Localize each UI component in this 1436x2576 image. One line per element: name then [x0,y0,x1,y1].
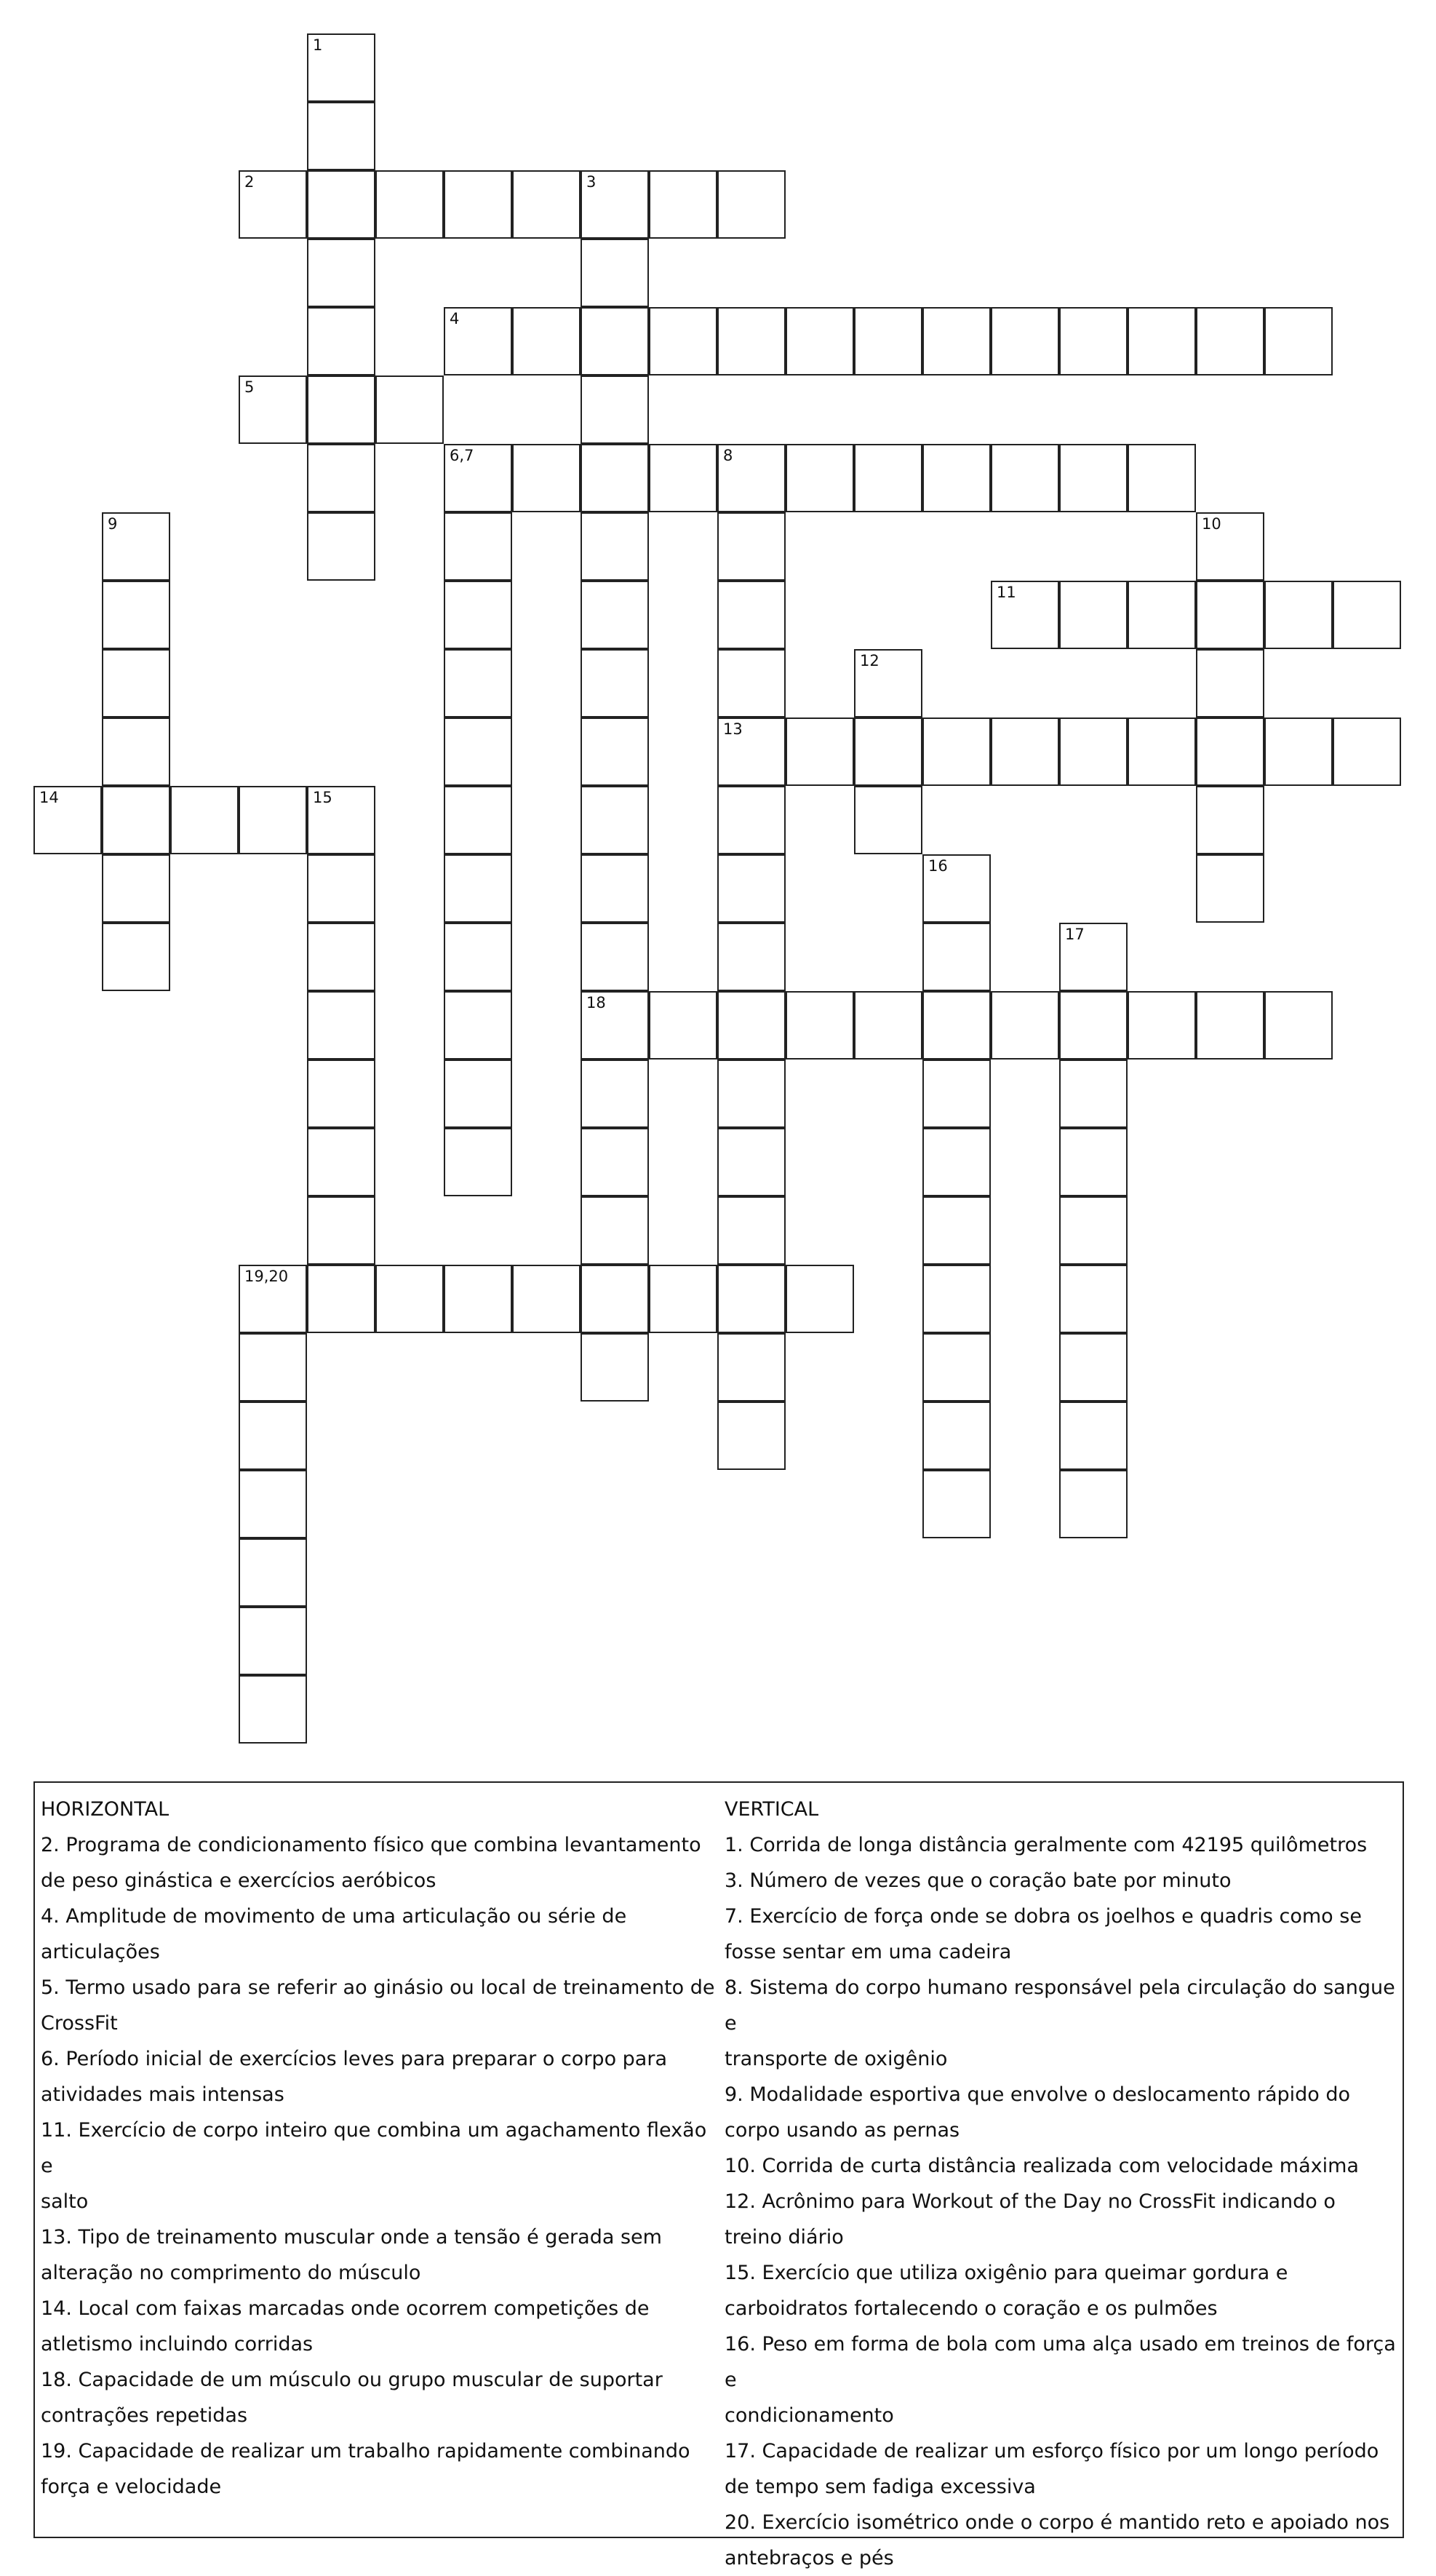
grid-cell[interactable] [512,1265,581,1333]
grid-cell[interactable] [307,444,375,512]
grid-cell[interactable] [307,991,375,1060]
grid-cell[interactable] [1196,991,1264,1060]
horizontal-clue-line: 14. Local com faixas marcadas onde ocorrem competições de [41,2297,650,2320]
grid-cell[interactable] [444,1265,512,1333]
grid-cell[interactable] [444,1128,512,1196]
clue-number: 17 [1065,926,1085,943]
grid-cell[interactable] [581,1333,649,1402]
grid-cell[interactable] [717,1265,786,1333]
grid-cell[interactable] [239,170,307,239]
vertical-clue-line: 20. Exercício isométrico onde o corpo é mantido reto e apoiado nos [725,2511,1390,2534]
grid-cell[interactable] [239,786,307,854]
clue-number: 19,20 [244,1268,289,1285]
grid-cell[interactable] [307,512,375,581]
grid-cell[interactable] [444,307,512,375]
grid-cell[interactable] [512,170,581,239]
grid-cell[interactable] [717,170,786,239]
clue-number: 1 [313,36,323,54]
grid-cell[interactable] [717,923,786,991]
grid-cell[interactable] [170,786,239,854]
grid-cell[interactable] [717,1060,786,1128]
grid-cell[interactable] [1059,923,1128,991]
horizontal-clue-line: 2. Programa de condicionamento físico que combina levantamento [41,1834,701,1856]
grid-cell[interactable] [854,307,922,375]
grid-cell[interactable] [786,1265,854,1333]
vertical-clue-line: 8. Sistema do corpo humano responsável pela circulação do sangue e [725,1976,1395,2035]
grid-cell[interactable] [649,1265,717,1333]
horizontal-clue-line: alteração no comprimento do músculo [41,2262,421,2284]
grid-cell[interactable] [1059,1128,1128,1196]
vertical-clue-line: condicionamento [725,2404,894,2427]
grid-cell[interactable] [102,649,170,717]
grid-cell[interactable] [1128,307,1196,375]
grid-cell[interactable] [239,1265,307,1333]
clue-number: 4 [450,310,460,327]
vertical-clue-line: 3. Número de vezes que o coração bate por minuto [725,1869,1232,1892]
grid-cell[interactable] [307,1265,375,1333]
grid-cell[interactable] [649,991,717,1060]
horizontal-clues [41,1792,717,2505]
grid-cell[interactable] [717,1402,786,1470]
horizontal-clue-line: 6. Período inicial de exercícios leves para preparar o corpo para [41,2048,667,2070]
clue-number: 3 [586,173,597,191]
horizontal-clue-line: 18. Capacidade de um músculo ou grupo muscular de suportar [41,2369,663,2391]
grid-cell[interactable] [717,1128,786,1196]
grid-cell[interactable] [375,1265,444,1333]
clues-box [33,1781,1404,2569]
grid-cell[interactable] [1128,444,1196,512]
grid-cell[interactable] [33,786,102,854]
grid-cell[interactable] [922,923,991,991]
grid-cell[interactable] [512,444,581,512]
grid-cell[interactable] [581,1128,649,1196]
grid-cell[interactable] [922,444,991,512]
grid-cell[interactable] [991,991,1059,1060]
clue-number: 8 [723,447,733,464]
grid-cell[interactable] [1059,1060,1128,1128]
vertical-clue-line: treino diário [725,2226,844,2249]
grid-cell[interactable] [1196,581,1264,649]
vertical-clue-line: transporte de oxigênio [725,2048,948,2070]
horizontal-clue-line: força e velocidade [41,2476,222,2498]
grid-cell[interactable] [717,444,786,512]
vertical-clue-line: antebraços e pés [725,2547,894,2569]
grid-cell[interactable] [1059,1196,1128,1265]
grid-cell[interactable] [581,512,649,581]
grid-cell[interactable] [444,649,512,717]
grid-cell[interactable] [1059,1402,1128,1470]
grid-cell[interactable] [444,581,512,649]
horizontal-clue-line: 13. Tipo de treinamento muscular onde a tensão é gerada sem [41,2226,662,2249]
grid-cell[interactable] [444,717,512,786]
clue-number: 15 [313,789,332,806]
horizontal-heading: HORIZONTAL [41,1798,169,1821]
grid-cell[interactable] [854,991,922,1060]
grid-cell[interactable] [239,1402,307,1470]
grid-cell[interactable] [922,307,991,375]
grid-cell[interactable] [102,512,170,581]
horizontal-clue-line: atividades mais intensas [41,2083,284,2106]
grid-cell[interactable] [991,307,1059,375]
horizontal-clue-line: CrossFit [41,2012,118,2035]
grid-cell[interactable] [922,1060,991,1128]
horizontal-clue-line: atletismo incluindo corridas [41,2333,314,2356]
grid-cell[interactable] [307,1128,375,1196]
horizontal-clue-line: 4. Amplitude de movimento de uma articulação ou série de [41,1905,627,1928]
grid-cell[interactable] [786,307,854,375]
vertical-clue-line: carboidratos fortalecendo o coração e os pulmões [725,2297,1218,2320]
grid-cell[interactable] [307,33,375,102]
grid-cell[interactable] [922,1470,991,1538]
grid-cell[interactable] [581,239,649,307]
grid-cell[interactable] [1333,581,1401,649]
grid-cell[interactable] [1059,991,1128,1060]
grid-cell[interactable] [1059,444,1128,512]
clue-number: 6,7 [450,447,474,464]
grid-cell[interactable] [581,1265,649,1333]
grid-cell[interactable] [1059,581,1128,649]
grid-cell[interactable] [717,854,786,923]
grid-cell[interactable] [444,512,512,581]
grid-cell[interactable] [581,991,649,1060]
horizontal-clue-line: 11. Exercício de corpo inteiro que combina um agachamento flexão e [41,2119,707,2177]
grid-cell[interactable] [1128,991,1196,1060]
grid-cell[interactable] [444,923,512,991]
clue-number: 14 [39,789,59,806]
grid-cell[interactable] [581,717,649,786]
grid-cell[interactable] [307,239,375,307]
grid-cell[interactable] [1264,307,1333,375]
grid-cell[interactable] [717,649,786,717]
horizontal-clue-line: salto [41,2190,89,2213]
grid-cell[interactable] [1128,581,1196,649]
grid-cell[interactable] [239,375,307,444]
grid-cell[interactable] [307,307,375,375]
clue-number: 18 [586,994,606,1011]
clue-number: 9 [108,515,118,533]
grid-cell[interactable] [922,1402,991,1470]
grid-cell[interactable] [239,1675,307,1744]
grid-cell[interactable] [444,854,512,923]
grid-cell[interactable] [1196,649,1264,717]
grid-cell[interactable] [1196,854,1264,923]
grid-cell[interactable] [717,991,786,1060]
grid-cell[interactable] [375,170,444,239]
grid-cell[interactable] [102,923,170,991]
grid-cell[interactable] [717,581,786,649]
grid-cell[interactable] [307,854,375,923]
clue-number: 5 [244,378,255,396]
grid-cell[interactable] [307,786,375,854]
grid-cell[interactable] [854,786,922,854]
grid-cell[interactable] [1059,1470,1128,1538]
grid-cell[interactable] [581,649,649,717]
grid-cell[interactable] [102,854,170,923]
grid-cell[interactable] [239,1470,307,1538]
grid-cell[interactable] [581,1196,649,1265]
grid-cell[interactable] [717,786,786,854]
vertical-clue-line: fosse sentar em uma cadeira [725,1941,1012,1963]
grid-cell[interactable] [991,717,1059,786]
grid-cell[interactable] [581,1060,649,1128]
grid-cell[interactable] [786,444,854,512]
grid-cell[interactable] [1196,717,1264,786]
grid-cell[interactable] [991,581,1059,649]
grid-cell[interactable] [375,375,444,444]
grid-cell[interactable] [1059,1333,1128,1402]
grid-cell[interactable] [649,307,717,375]
grid-cell[interactable] [307,170,375,239]
grid-cell[interactable] [717,717,786,786]
grid-cell[interactable] [922,1196,991,1265]
grid-cell[interactable] [102,717,170,786]
grid-cell[interactable] [717,1333,786,1402]
grid-cell[interactable] [1059,717,1128,786]
grid-cell[interactable] [444,1060,512,1128]
grid-cell[interactable] [922,854,991,923]
grid-cell[interactable] [444,170,512,239]
grid-cell[interactable] [307,1196,375,1265]
grid-cell[interactable] [1196,512,1264,581]
grid-cell[interactable] [1059,307,1128,375]
grid-cell[interactable] [239,1333,307,1402]
grid-cell[interactable] [922,991,991,1060]
vertical-clue-line: 16. Peso em forma de bola com uma alça usado em treinos de força e [725,2333,1396,2391]
grid-cell[interactable] [581,444,649,512]
vertical-clue-line: 7. Exercício de força onde se dobra os joelhos e quadris como se [725,1905,1362,1928]
vertical-clue-line: 12. Acrônimo para Workout of the Day no CrossFit indicando o [725,2190,1336,2213]
vertical-clue-line: 10. Corrida de curta distância realizada com velocidade máxima [725,2155,1359,2177]
grid-cell[interactable] [307,375,375,444]
vertical-clues [725,1792,1401,2576]
grid-cell[interactable] [717,1196,786,1265]
grid-cell[interactable] [786,991,854,1060]
vertical-clue-line: 1. Corrida de longa distância geralmente com 42195 quilômetros [725,1834,1368,1856]
grid-cell[interactable] [581,581,649,649]
grid-cell[interactable] [1196,786,1264,854]
grid-cell[interactable] [512,307,581,375]
clue-number: 10 [1202,515,1221,533]
grid-cell[interactable] [649,170,717,239]
grid-cell[interactable] [854,649,922,717]
grid-cell[interactable] [581,854,649,923]
grid-cell[interactable] [717,307,786,375]
horizontal-clue-line: de peso ginástica e exercícios aeróbicos [41,1869,436,1892]
vertical-clue-line: de tempo sem fadiga excessiva [725,2476,1036,2498]
grid-cell[interactable] [102,786,170,854]
vertical-clue-line: 9. Modalidade esportiva que envolve o deslocamento rápido do [725,2083,1351,2106]
clue-number: 2 [244,173,255,191]
grid-cell[interactable] [991,444,1059,512]
grid-cell[interactable] [581,170,649,239]
grid-cell[interactable] [854,717,922,786]
grid-cell[interactable] [102,581,170,649]
clue-number: 11 [997,584,1016,601]
grid-cell[interactable] [307,102,375,170]
clue-number: 12 [860,652,879,669]
grid-cell[interactable] [1333,717,1401,786]
clue-number: 13 [723,720,743,738]
grid-cell[interactable] [444,786,512,854]
grid-cell[interactable] [239,1538,307,1607]
grid-cell[interactable] [1264,581,1333,649]
grid-cell[interactable] [1128,717,1196,786]
grid-cell[interactable] [1264,717,1333,786]
clue-number: 16 [928,857,948,875]
vertical-heading: VERTICAL [725,1798,819,1821]
grid-cell[interactable] [922,1265,991,1333]
grid-cell[interactable] [307,1060,375,1128]
vertical-clue-line: 15. Exercício que utiliza oxigênio para queimar gordura e [725,2262,1288,2284]
horizontal-clue-line: contrações repetidas [41,2404,248,2427]
grid-cell[interactable] [922,1128,991,1196]
grid-cell[interactable] [922,717,991,786]
grid-cell[interactable] [717,512,786,581]
grid-cell[interactable] [581,375,649,444]
horizontal-clue-line: 19. Capacidade de realizar um trabalho rapidamente combinando [41,2440,690,2462]
grid-cell[interactable] [922,1333,991,1402]
horizontal-clue-line: 5. Termo usado para se referir ao ginásio ou local de treinamento de [41,1976,715,1999]
grid-cell[interactable] [581,923,649,991]
grid-cell[interactable] [444,444,512,512]
vertical-clue-line: corpo usando as pernas [725,2119,960,2142]
grid-cell[interactable] [1059,1265,1128,1333]
grid-cell[interactable] [1264,991,1333,1060]
grid-cell[interactable] [581,307,649,375]
grid-cell[interactable] [239,1607,307,1675]
grid-cell[interactable] [581,786,649,854]
grid-cell[interactable] [786,717,854,786]
vertical-clue-line: 17. Capacidade de realizar um esforço físico por um longo período [725,2440,1379,2462]
grid-cell[interactable] [854,444,922,512]
grid-cell[interactable] [444,991,512,1060]
grid-cell[interactable] [649,444,717,512]
grid-cell[interactable] [1196,307,1264,375]
grid-cell[interactable] [307,923,375,991]
horizontal-clue-line: articulações [41,1941,160,1963]
